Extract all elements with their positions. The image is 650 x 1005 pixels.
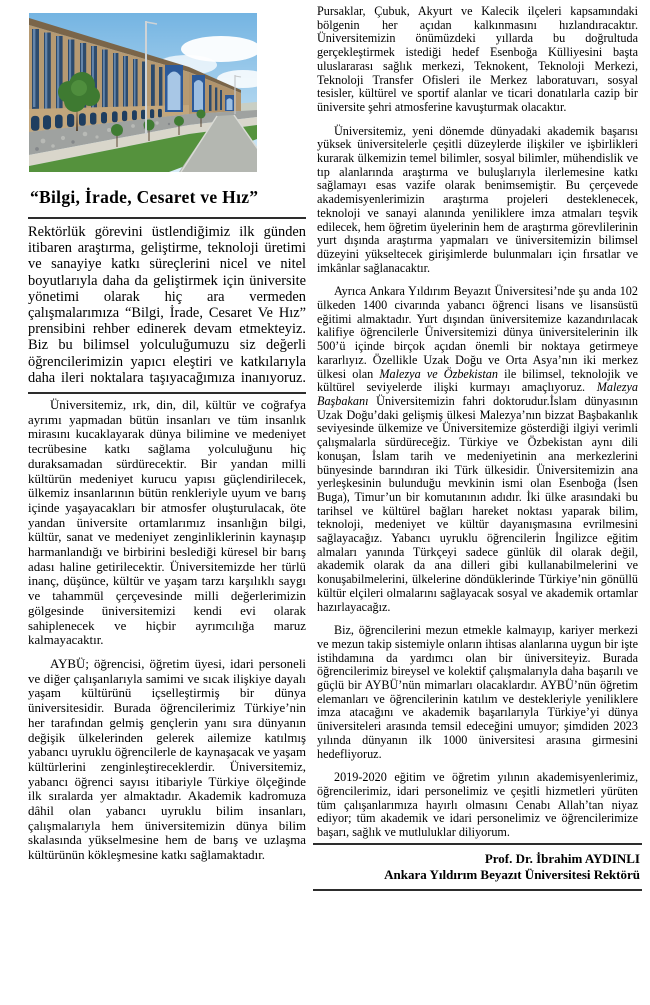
body-paragraph: Biz, öğrencilerini mezun etmekle kalmayıp, kariyer merkezi ve mezun takip sistemiyle onların ihtisas alanlarına uygun bir işte istihdamına da yardımcı olan bir üniversiteyiz. Burada öğrencilerimiz bireysel ve kolektif çalışmalarıyla daha başarılı ve güçlü bir AYBÜ’nün mimarları olacaklardır. AYBÜ’nün öğretim elemanları ve öğrencilerinin katılım ve destekleriyle yeniliklere imza atacağını ve akademik başarılarıyla Türkiye’yi dünya üniversiteleri arasında temsil edeceğini umuyor; şimdiden 2023 yılında dünyanın ilk 1000 üniversitesi arasına girmesini hedefliyoruz.: [317, 623, 638, 761]
right-column: [317, 5, 638, 850]
body-paragraph: Pursaklar, Çubuk, Akyurt ve Kalecik ilçeleri kapsamındaki bölgenin her açıdan kalkınmasını hızlandıracaktır. Üniversitemizin önümüzdeki yıllarda bu doğrultuda gerçekleştirmek istediği hedef Esenboğa Külliyesini başta uluslararası sağlık merkezi, Teknokent, Teknoloji Merkezi, Teknoloji Transfer Ofisleri ile Merkez laboratuvarı, sosyal tesisler, kültürel ve sportif alanlar ve ticari donatılarla cazip bir üniversite şehri atmosferine kavuşturmak olacaktır.: [317, 4, 638, 114]
body-paragraph: Ayrıca Ankara Yıldırım Beyazıt Üniversitesi’nde şu anda 102 ülkeden 1400 civarında yabancı öğrenci lisans ve lisansüstü eğitimi almaktadır. Yurt dışından üniversitemize kazandırılacak kalifiye öğrencilerle Üniversitemizi dünya üniversitelerinin ilk 500’ü içinde birçok açıdan önemli bir noktaya getirmeye kararlıyız. Özellikle Uzak Doğu ve Orta Asya’nın iki merkez ülkesi olan Malezya ve Özbekistan ile bilimsel, teknolojik ve kültürel seviyelerde ilişki kurmayı amaçlıyoruz. Malezya Başbakanı Üniversitemizin fahri doktorudur.İslam dünyasının Uzak Doğu’daki gelişmiş ülkesi Malezya’nın bizzat Başbakanlık seviyesinde ülkemize ve Üniversitemize gösterdiği ilgiyi verimli çalışmalarla sürdüreceğiz. Türkiye ve Özbekistan aynı dili konuşan, İslam tarih ve medeniyetinin ana merkezlerini bünyesinde barındıran iki Türk ülkesidir. Üniversitemizin ana yerleşkesinin bulunduğu mevkinin ismi olan Esenboğa (İsen Buga), Timur’un bir komutanının adıdır. İki ülke arasındaki bu tarihsel ve kültürel bağları hareket noktası yaparak bilim, teknoloji, medeniyet ve kültür dayanışmasına evrilmesini sağlayacağız. Yabancı uyruklu öğrencilerin İngilizce eğitim almaları yanında Türkçeyi sadece günlük dil olarak değil, akademik olarak da ana dilleri gibi kullanabilmelerini ve konuşabilmelerini, ülkelerine döndüklerinde Türkiye’nin gönüllü kültür elçileri olmalarını sağlayacak sosyal ve akademik ortamlar hazırlayacağız.: [317, 284, 638, 614]
body-paragraph: 2019-2020 eğitim ve öğretim yılının akademisyenlerimiz, öğrencilerimiz, idari personelimiz ve çeşitli hizmetleri yürüten tüm çalışanlarımıza hayırlı olmasını Cenabı Allah’tan niyaz ediyor; tüm akademik ve idari personelimiz ve öğrencilerimize başarı, sağlık ve mutluluklar diliyorum.: [317, 770, 638, 840]
campus-photo: [29, 13, 257, 172]
left-column: [28, 8, 306, 872]
signature-title: Ankara Yıldırım Beyazıt Üniversitesi Rektörü: [384, 866, 640, 882]
signature-block: [313, 843, 642, 891]
page-title: “Bilgi, İrade, Cesaret ve Hız”: [30, 187, 259, 207]
main-portal: [165, 65, 183, 112]
lead-paragraph: Rektörlük görevini üstlendiğimiz ilk günden itibaren araştırma, geliştirme, teknoloji üretimi ve sanayiye katkı süreçlerini nicel ve nitel boyutlarıyla daha da geliştirmek için üniversite yönetimi olarak hiç ara vermeden çalışmalarımıza “Bilgi, İrade, Cesaret Ve Hız” prensibini rehber edinerek devam etmekteyiz. Biz bu bilimsel yolculuğumuzu siz değerli öğrencilerimizin yapıcı eleştiri ve katkılarıyla daha ileri noktalara taşıyacağımıza inanıyoruz.: [28, 224, 306, 386]
signature-name: Prof. Dr. İbrahim AYDINLI: [484, 851, 640, 866]
body-paragraph: Üniversitemiz, ırk, din, dil, kültür ve coğrafya ayrımı yapmadan bütün insanları ve tüm insanlık mirasını kucaklayarak dünya bilimine ve medeniyet tecrübesine katkı sağlama yolculuğunu hiç duraksamadan sürdürecektir. Bir yandan milli kültürün medeniyet kurucu yapısı güçlendirilecek, ülkemiz insanlarının bütün renkleriyle uyum ve barış içinde yaşayacakları bir atmosfer oluşturulacak, öte yandan üniversite ortamlarımız insanlığın bilgi, kültür, sanat ve medeniyet zenginliklerinin kaynaşıp harmanlandığı ve birbirini beslediği küresel bir barış adası haline getirilecektir. Üniversitemizde her türlü inanç, düşünce, kültür ve yaşam tarzı karşılıklı saygı ve tahammül çerçevesinde milli değerlerimizin gölgesinde üniversitemizi kendi evi olarak sahiplenecek ve hiçbir ayrımcılığa maruz kalmayacaktır.: [28, 398, 306, 648]
body-paragraph: Üniversitemiz, yeni dönemde dünyadaki akademik başarısı yüksek üniversitelerle çeşitli düzeylerde ilişkiler ve işbirlikleri kurarak ülkemizin temel bilimler, sosyal bilimler, mühendislik ve tıp alanlarında araştırma ve buluşlarıyla ilerlemesine katkı sağlamayı esas vazife olarak benimsemiştir. Bu çerçevede akademisyenlerimizin araştırma projeleri desteklenecek, teknoloji ve sanayi alanında yeniliklere imza atmaları teşvik edilecek, hem öğretim üyelerinin hem de araştırma görevlilerinin yurt dışında araştırma yapmaları ve üniversitemizin bilimsel düzeyini yükseltecek girişimlerde bulunmaları için fırsatlar ve imkânlar sağlanacaktır.: [317, 123, 638, 275]
lead-paragraph-frame: [28, 217, 306, 394]
right-column-paragraphs: [317, 5, 638, 840]
body-paragraph: AYBÜ; öğrencisi, öğretim üyesi, idari personeli ve diğer çalışanlarıyla samimi ve sıcak ilişkiye dayalı yaşam kültürünü içselleştirmiş bir dünya üniversitesidir. Burada öğrencilerimiz Türkiye’nin her tarafından gelmiş gençlerin yanı sıra dünyanın değişik ülkelerinden gelerek ailemize katılmış yabancı uyruklu öğrencilerle de kaynaşacak ve yaşam kültürlerini zenginleştireceklerdir. Üniversitemiz, yabancı öğrenci sayısı itibariyle Türkiye ölçeğinde ilk sıralarda yer almaktadır. Akademik kadromuza dâhil olan yabancı uyruklu bilim insanları, çalışmalarıyla hem üniversitemizin dünya bilim skalasında yükselmesine hem de barış ve uzlaşma kültürünün kökleşmesine katkı sağlamaktadır.: [28, 656, 306, 863]
left-column-paragraphs: [28, 398, 306, 863]
